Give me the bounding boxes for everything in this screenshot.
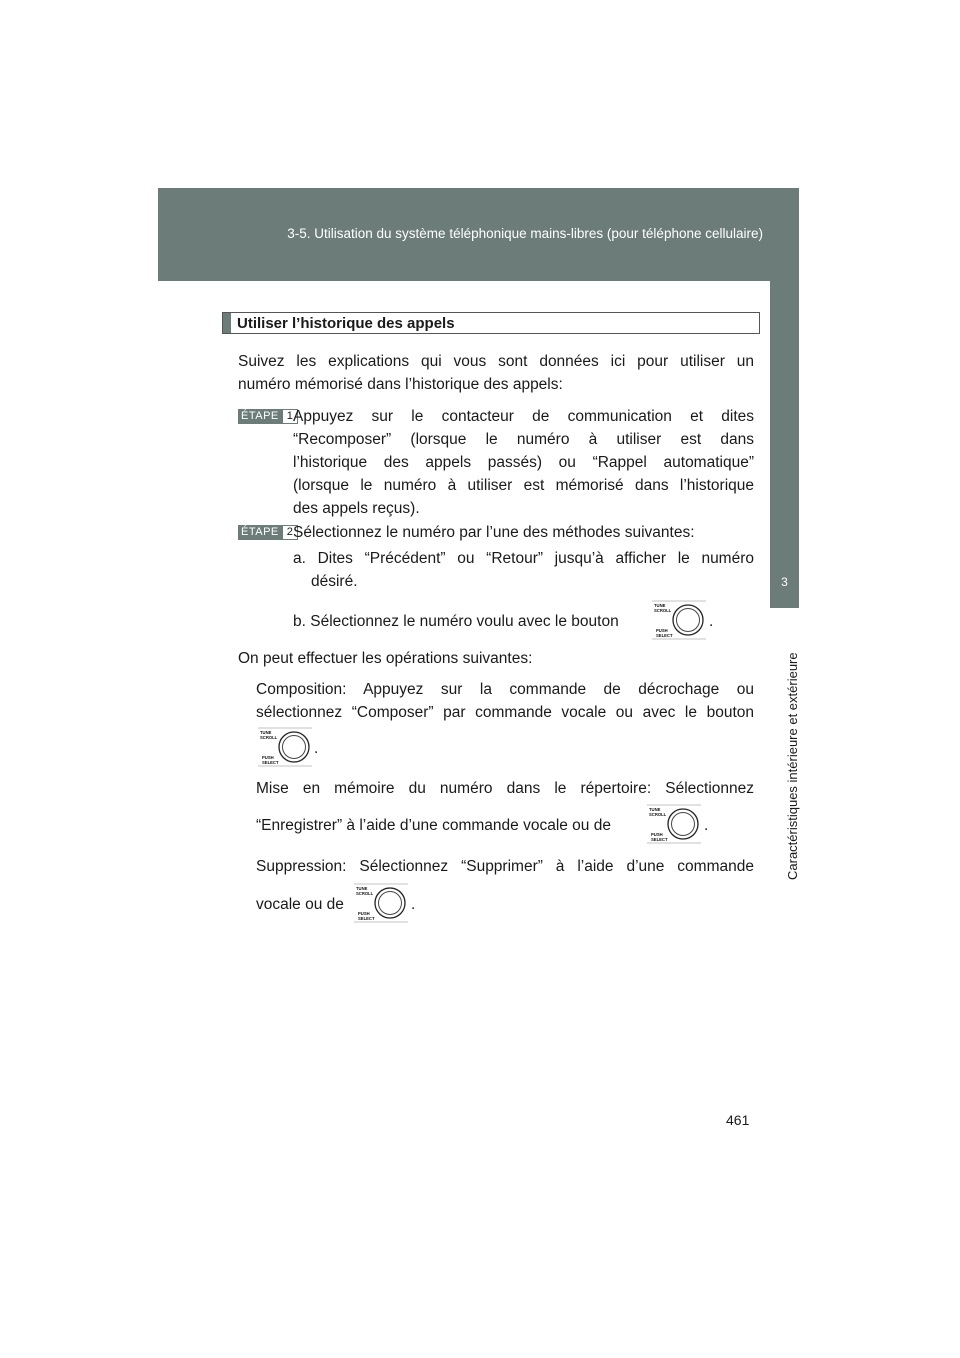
- tune-select-knob-icon: [256, 727, 314, 767]
- save-end: .: [704, 817, 709, 834]
- step-2-option-b-end: .: [709, 613, 714, 630]
- svg-text:PUSH: PUSH: [262, 755, 274, 760]
- step-2-option-b-text: b. Sélectionnez le numéro voulu avec le bouton: [293, 613, 619, 630]
- svg-text:SELECT: SELECT: [651, 837, 668, 842]
- delete-end: .: [411, 896, 416, 913]
- step-2-option-a-line-2: désiré.: [311, 573, 358, 590]
- save-line-1: Mise en mémoire du numéro dans le répertoire: Sélectionnez: [256, 780, 754, 797]
- delete-line-1: Suppression: Sélectionnez “Supprimer” à l’aide d’une commande: [256, 858, 754, 875]
- step-1-line-3: l’historique des appels passés) ou “Rappel automatique”: [293, 454, 754, 471]
- operations-intro: On peut effectuer les opérations suivantes:: [238, 650, 533, 667]
- step-2-line-1: Sélectionnez le numéro par l’une des méthodes suivantes:: [293, 524, 695, 541]
- step-2-option-a-line-1: a. Dites “Précédent” ou “Retour” jusqu’à afficher le numéro: [293, 550, 754, 567]
- section-title-marker: [223, 313, 231, 333]
- save-line-2: “Enregistrer” à l’aide d’une commande vocale ou de: [256, 817, 611, 834]
- chapter-number: 3: [781, 575, 788, 589]
- step-number: 2: [282, 525, 298, 540]
- page-number: 461: [726, 1112, 750, 1128]
- breadcrumb: 3-5. Utilisation du système téléphonique mains-libres (pour téléphone cellulaire): [287, 226, 763, 241]
- svg-text:PUSH: PUSH: [656, 628, 668, 633]
- step-1-line-4: (lorsque le numéro à utiliser est mémorisé dans l’historique: [293, 477, 754, 494]
- svg-text:PUSH: PUSH: [358, 911, 370, 916]
- step-number: 1: [282, 409, 298, 424]
- chapter-header-band: [158, 188, 799, 281]
- side-tab-number-box: [770, 548, 799, 608]
- step-1-badge: [238, 409, 298, 424]
- svg-text:TUNE: TUNE: [260, 730, 272, 735]
- svg-text:PUSH: PUSH: [651, 832, 663, 837]
- svg-text:TUNE: TUNE: [654, 603, 666, 608]
- svg-text:TUNE: TUNE: [649, 807, 661, 812]
- compose-end: .: [314, 740, 319, 757]
- intro-line-1: Suivez les explications qui vous sont données ici pour utiliser un: [238, 353, 754, 370]
- tune-select-knob-icon: [645, 804, 703, 844]
- section-title: Utiliser l’historique des appels: [237, 315, 455, 332]
- compose-line-1: Composition: Appuyez sur la commande de décrochage ou: [256, 681, 754, 698]
- tune-select-knob-icon: [650, 600, 708, 640]
- intro-line-2: numéro mémorisé dans l’historique des appels:: [238, 376, 563, 393]
- step-1-line-2: “Recomposer” (lorsque le numéro à utiliser est dans: [293, 431, 754, 448]
- svg-text:SELECT: SELECT: [262, 760, 279, 765]
- delete-line-2: vocale ou de: [256, 896, 344, 913]
- svg-text:SCROLL: SCROLL: [356, 891, 374, 896]
- svg-text:SCROLL: SCROLL: [260, 735, 278, 740]
- svg-text:SCROLL: SCROLL: [649, 812, 667, 817]
- tune-select-knob-icon: [352, 883, 410, 923]
- svg-text:SCROLL: SCROLL: [654, 608, 672, 613]
- svg-text:SELECT: SELECT: [656, 633, 673, 638]
- section-title-box: [222, 312, 760, 334]
- step-word: ÉTAPE: [238, 525, 282, 540]
- step-1-line-1: Appuyez sur le contacteur de communication et dites: [293, 408, 754, 425]
- compose-line-2: sélectionnez “Composer” par commande vocale ou avec le bouton: [256, 704, 754, 721]
- svg-text:SELECT: SELECT: [358, 916, 375, 921]
- step-1-line-5: des appels reçus).: [293, 500, 420, 517]
- step-2-badge: [238, 525, 298, 540]
- svg-text:TUNE: TUNE: [356, 886, 368, 891]
- step-word: ÉTAPE: [238, 409, 282, 424]
